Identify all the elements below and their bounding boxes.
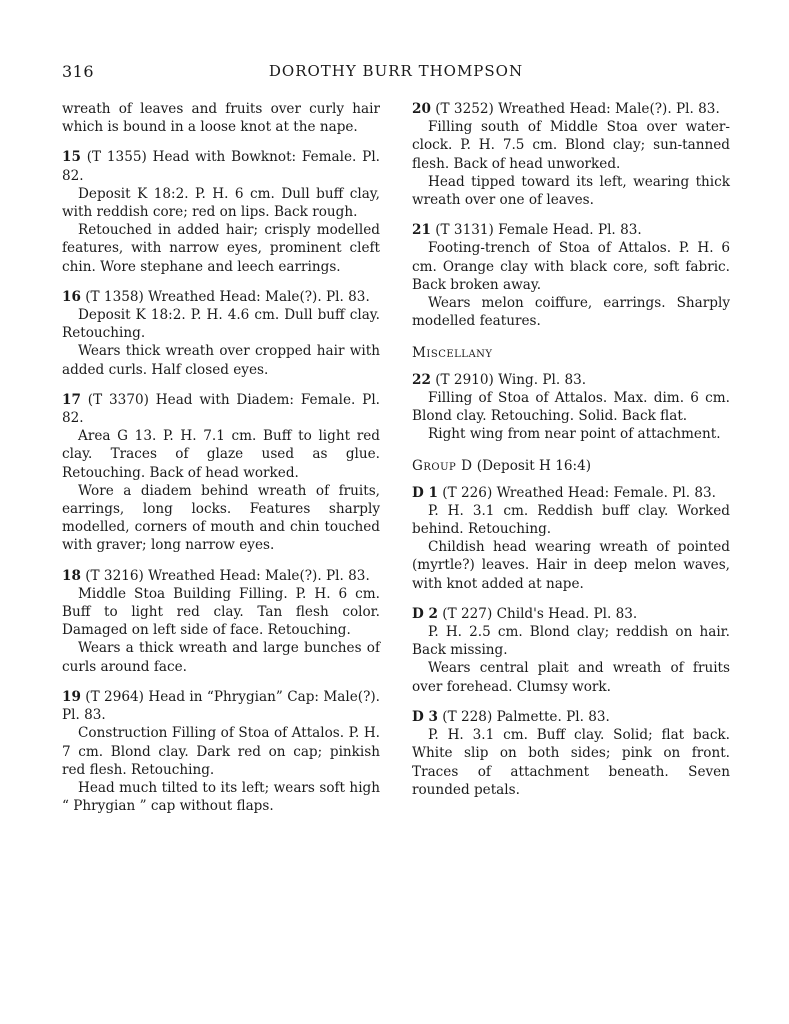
section-heading-miscellany: Miscellany <box>412 345 493 362</box>
entry-title: (T 227) Child's Head. Pl. 83. <box>437 605 638 622</box>
entry-d2-heading <box>412 605 730 623</box>
entry-number: 17 <box>62 391 81 408</box>
entry-title: (T 1355) Head with Bowknot: Female. Pl. 82. <box>62 149 380 184</box>
entry-21-description: Footing-trench of Stoa of Attalos. P. H. 6 cm. Orange clay with black core, soft fabric. Back broken away. <box>412 240 730 293</box>
group-d-label: Group D <box>412 458 473 475</box>
entry-16-notes: Wears thick wreath over cropped hair with added curls. Half closed eyes. <box>62 343 380 378</box>
entry-20-description: Filling south of Middle Stoa over water-clock. P. H. 7.5 cm. Blond clay; sun-tanned flesh. Back of head unworked. <box>412 119 730 172</box>
entry-21-notes: Wears melon coiffure, earrings. Sharply modelled features. <box>412 295 730 330</box>
group-d-deposit: (Deposit H 16:4) <box>472 458 592 475</box>
entry-15-description: Deposit K 18:2. P. H. 6 cm. Dull buff clay, with reddish core; red on lips. Back rough. <box>62 185 380 221</box>
entry-d3-heading <box>412 708 730 726</box>
entry-d2-description: P. H. 2.5 cm. Blond clay; reddish on hair. Back missing. <box>412 624 730 659</box>
entry-number: 19 <box>62 688 81 705</box>
left-column <box>62 100 380 815</box>
entry-number: 15 <box>62 149 81 166</box>
section-heading-group-d <box>412 457 730 475</box>
entry-title: (T 1358) Wreathed Head: Male(?). Pl. 83. <box>80 288 370 305</box>
page-number: 316 <box>62 62 95 81</box>
entry-d2-notes: Wears central plait and wreath of fruits over forehead. Clumsy work. <box>412 660 730 695</box>
entry-title: (T 3216) Wreathed Head: Male(?). Pl. 83. <box>80 567 370 584</box>
entry-19-notes: Head much tilted to its left; wears soft high “ Phrygian ” cap without flaps. <box>62 779 380 815</box>
entry-18-description: Middle Stoa Building Filling. P. H. 6 cm. Buff to light red clay. Tan flesh color. Damaged on left side of face. Retouching. <box>62 585 380 639</box>
right-column <box>412 100 730 799</box>
entry-22-heading <box>412 371 730 389</box>
entry-number: 16 <box>62 288 81 305</box>
entry-16-heading <box>62 288 380 306</box>
entry-17-description: Area G 13. P. H. 7.1 cm. Buff to light red clay. Traces of glaze used as glue. Retouching. Back of head worked. <box>62 428 380 481</box>
entry-19-heading <box>62 688 380 724</box>
entry-16-description: Deposit K 18:2. P. H. 4.6 cm. Dull buff clay. Retouching. <box>62 307 380 342</box>
entry-18-notes: Wears a thick wreath and large bunches of curls around face. <box>62 640 380 675</box>
entry-20-notes: Head tipped toward its left, wearing thick wreath over one of leaves. <box>412 173 730 209</box>
entry-title: (T 2964) Head in “Phrygian” Cap: Male(?). Pl. 83. <box>62 688 380 724</box>
page-header <box>62 62 730 86</box>
entry-title: (T 226) Wreathed Head: Female. Pl. 83. <box>437 484 716 501</box>
entry-19-description: Construction Filling of Stoa of Attalos. P. H. 7 cm. Blond clay. Dark red on cap; pinkish red flesh. Retouching. <box>62 725 380 778</box>
entry-number: D 2 <box>412 605 438 622</box>
entry-d1-description: P. H. 3.1 cm. Reddish buff clay. Worked behind. Retouching. <box>412 502 730 538</box>
entry-21-heading <box>412 221 730 239</box>
entry-15-heading <box>62 148 380 184</box>
entry-15-notes: Retouched in added hair; crisply modelled features, with narrow eyes, prominent cleft chin. Wore stephane and leech earrings. <box>62 222 380 275</box>
entry-title: (T 228) Palmette. Pl. 83. <box>437 708 610 725</box>
entry-number: D 1 <box>412 484 438 501</box>
entry-title: (T 3252) Wreathed Head: Male(?). Pl. 83. <box>430 101 720 117</box>
entry-d1-notes: Childish head wearing wreath of pointed (myrtle?) leaves. Hair in deep melon waves, with knot added at nape. <box>412 539 730 592</box>
entry-title: (T 2910) Wing. Pl. 83. <box>430 371 587 388</box>
entry-22-notes: Right wing from near point of attachment. <box>428 426 721 443</box>
entry-number: 21 <box>412 222 431 239</box>
entry-number: 18 <box>62 567 81 584</box>
entry-number: D 3 <box>412 708 438 725</box>
entry-18-heading <box>62 567 380 585</box>
continuation-text: wreath of leaves and fruits over curly hair which is bound in a loose knot at the nape. <box>62 101 380 136</box>
entry-title: (T 3131) Female Head. Pl. 83. <box>430 222 642 239</box>
entry-17-heading <box>62 391 380 427</box>
entry-title: (T 3370) Head with Diadem: Female. Pl. 82. <box>62 391 380 427</box>
entry-17-notes: Wore a diadem behind wreath of fruits, earrings, long locks. Features sharply modelled, corners of mouth and chin touched with graver; long narrow eyes. <box>62 482 380 554</box>
entry-20-heading <box>412 100 730 118</box>
entry-22-description: Filling of Stoa of Attalos. Max. dim. 6 cm. Blond clay. Retouching. Solid. Back flat. <box>412 389 730 425</box>
entry-number: 22 <box>412 371 431 388</box>
entry-d3-description: P. H. 3.1 cm. Buff clay. Solid; flat back. White slip on both sides; pink on front. Traces of attachment beneath. Seven rounded petals. <box>412 727 730 798</box>
entry-d1-heading <box>412 484 730 502</box>
entry-number: 20 <box>412 101 431 117</box>
running-head: DOROTHY BURR THOMPSON <box>268 62 524 80</box>
